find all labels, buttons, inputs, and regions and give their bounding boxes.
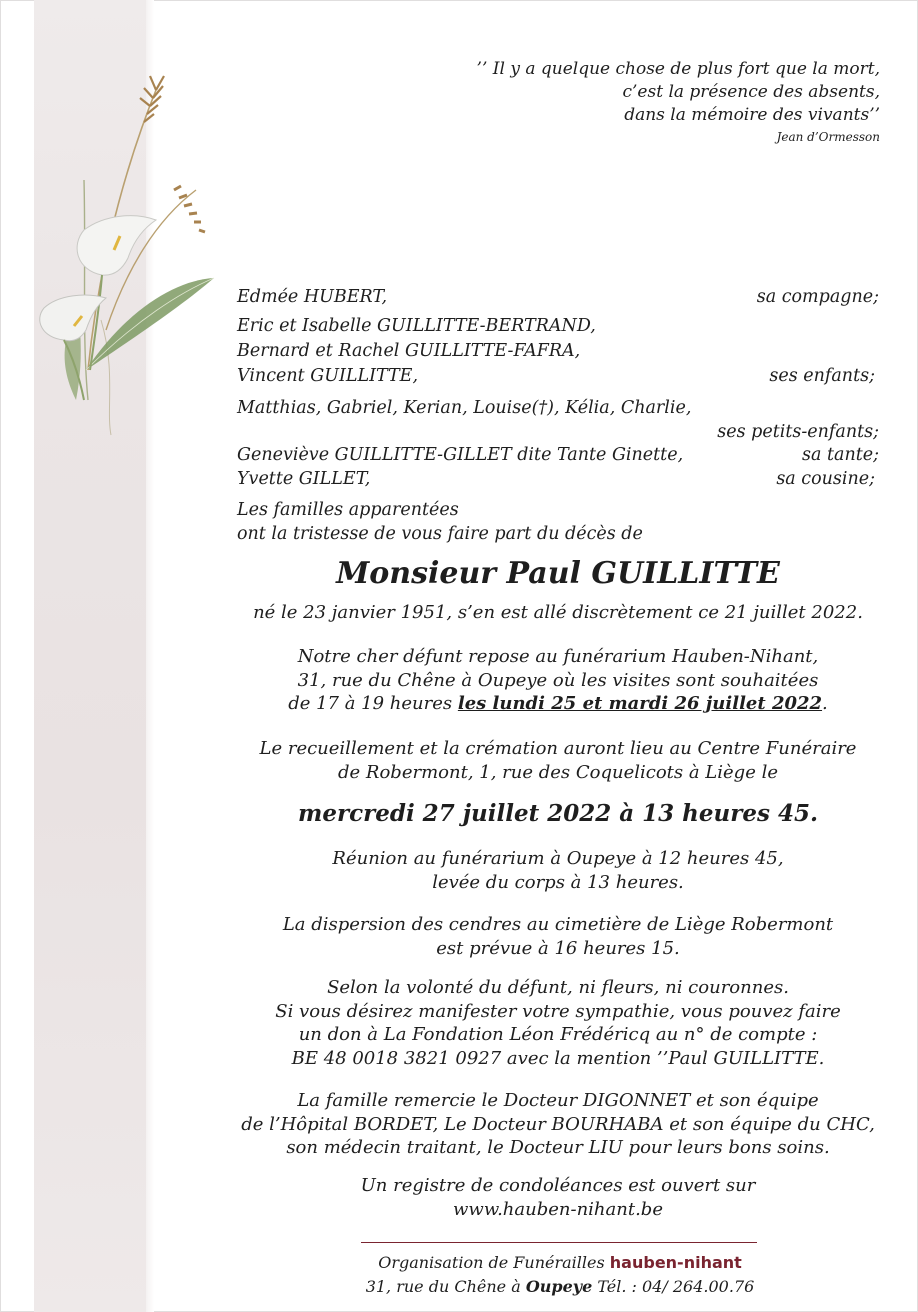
wishes-block (233, 976, 883, 1070)
family-relation: sa tante; (802, 445, 879, 465)
wishes-line: Selon la volonté du défunt, ni fleurs, ni couronnes. (327, 977, 789, 998)
family-name: Geneviève GUILLITTE-GILLET dite Tante Ginette, (237, 445, 684, 465)
family-text: Les familles apparentées (237, 500, 459, 520)
visit-line (233, 692, 883, 716)
quote-line: c’est la présence des absents, (622, 82, 880, 102)
ceremony-line: Le recueillement et la crémation auront lieu au Centre Funéraire (259, 738, 857, 759)
deceased-name: Monsieur Paul GUILLITTE (336, 556, 780, 591)
thanks-line: La famille remercie le Docteur DIGONNET et son équipe (297, 1090, 819, 1111)
dispersion-line: est prévue à 16 heures 15. (436, 937, 680, 959)
register-line: Un registre de condoléances est ouvert sur (360, 1175, 756, 1196)
footer-address: 31, rue du Chêne à (365, 1277, 526, 1296)
family-row (237, 315, 879, 337)
ceremony-line: de Robermont, 1, rue des Coquelicots à Liège le (338, 761, 778, 783)
family-name: Yvette GILLET, (237, 469, 371, 489)
register-block (233, 1174, 883, 1221)
family-row (237, 523, 879, 545)
family-name: Edmée HUBERT, (237, 287, 388, 307)
family-row (237, 365, 879, 387)
family-row (237, 286, 879, 308)
ceremony-date: mercredi 27 juillet 2022 à 13 heures 45. (298, 800, 818, 827)
family-relation: sa cousine; (776, 469, 875, 489)
wishes-line: Si vous désirez manifester votre sympathie, vous pouvez faire (275, 1000, 841, 1022)
brand-logo-text: hauben-nihant (609, 1253, 742, 1272)
visit-hours: de 17 à 19 heures (288, 693, 458, 714)
footer-org-line (300, 1252, 820, 1274)
reunion-block (233, 847, 883, 894)
visit-dates: les lundi 25 et mardi 26 juillet 2022 (457, 693, 823, 714)
family-row (237, 468, 879, 490)
footer-org: Organisation de Funérailles (378, 1253, 610, 1272)
family-name: Bernard et Rachel GUILLITTE-FAFRA, (237, 341, 581, 361)
visit-line: Notre cher défunt repose au funérarium Hauben-Nihant, (297, 646, 819, 667)
visit-period: . (822, 693, 828, 714)
family-row (237, 444, 879, 466)
visit-line: 31, rue du Chêne à Oupeye où les visites sont souhaitées (297, 669, 819, 691)
quote-block (477, 58, 880, 147)
family-name: Eric et Isabelle GUILLITTE-BERTRAND, (237, 316, 596, 336)
wishes-line: BE 48 0018 3821 0927 avec la mention ’’Paul GUILLITTE. (291, 1047, 825, 1069)
family-name: Vincent GUILLITTE, (237, 366, 419, 386)
family-relation: ses petits-enfants; (717, 422, 879, 442)
register-url[interactable]: www.hauben-nihant.be (453, 1198, 663, 1220)
footer-phone: Tél. : 04/ 264.00.76 (592, 1277, 755, 1296)
family-text: ont la tristesse de vous faire part du décès de (237, 524, 643, 544)
reunion-line: levée du corps à 13 heures. (432, 871, 684, 893)
thanks-block (233, 1089, 883, 1160)
dispersion-line: La dispersion des cendres au cimetière de Liège Robermont (282, 914, 834, 935)
footer-address-line (300, 1276, 820, 1298)
thanks-line: son médecin traitant, le Docteur LIU pour leurs bons soins. (286, 1137, 830, 1158)
visit-block (233, 645, 883, 716)
quote-line: dans la mémoire des vivants’’ (624, 105, 880, 125)
family-row (237, 340, 879, 362)
family-row (237, 499, 879, 521)
footer-town: Oupeye (525, 1277, 593, 1296)
thanks-line: de l’Hôpital BORDET, Le Docteur BOURHABA et son équipe du CHC, (241, 1113, 875, 1135)
footer-divider (361, 1242, 757, 1243)
quote-author: Jean d’Ormesson (776, 130, 880, 144)
ceremony-block (233, 737, 883, 784)
dispersion-block (233, 913, 883, 960)
wishes-line: un don à La Fondation Léon Frédéricq au n° de compte : (298, 1024, 818, 1045)
deceased-dates: né le 23 janvier 1951, s’en est allé discrètement ce 21 juillet 2022. (253, 602, 863, 623)
family-row (237, 397, 879, 419)
calla-lily-wheat-illustration (16, 40, 226, 440)
family-relation: sa compagne; (756, 287, 879, 307)
reunion-line: Réunion au funérarium à Oupeye à 12 heures 45, (332, 848, 784, 869)
family-relation: ses enfants; (769, 366, 875, 386)
family-name: Matthias, Gabriel, Kerian, Louise(†), Kélia, Charlie, (237, 398, 692, 418)
quote-line: ’’ Il y a quelque chose de plus fort que la mort, (476, 59, 880, 79)
